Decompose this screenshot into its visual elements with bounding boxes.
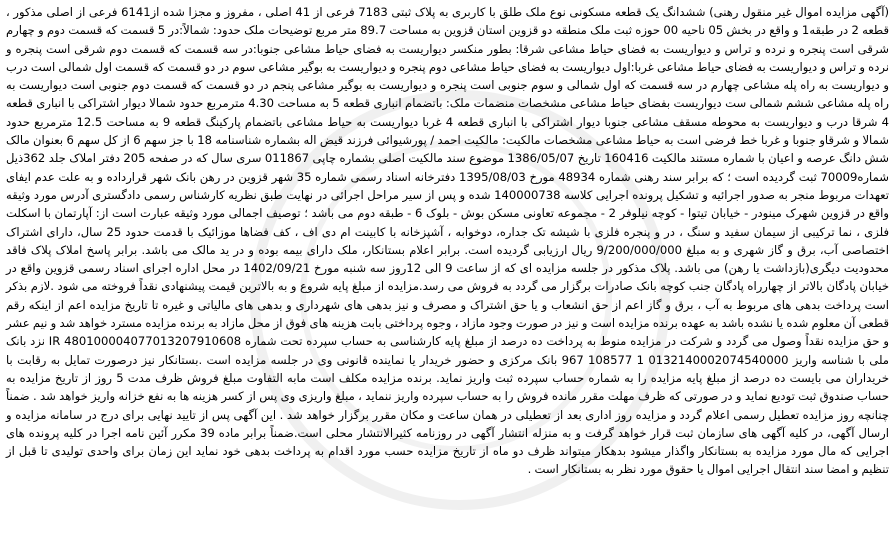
auction-notice-text: (آگهی مزایده اموال غیر منقول رهنی) ششدانگ یک قطعه مسکونی نوع ملک طلق با کاربری به پلاک ثبتی 7183 فرعی از 41 اصلی ، مفروز و مجزا شده از6141 فرعی از اصلی مذکور ، قطعه 2 در طبقه1 و واقع در بخش 05 ناحیه 00 حوزه ثبت ملک منطقه دو قزوین استان قزوین به مساحت 89.7 متر مربع توضیحات ملک حدود: شمالاً:در 5 قسمت که قسمت دوم و چهارم شرقی است پنجره و نرده و تراس و دیواریست به فضای حیاط مشاعی شرقا: بطور منکسر دیواریست به فضای حیاط مشاعی جنوبا:در سه قسمت که قسمت دوم شرقی است پنجره و نرده و تراس و دیواریست به فضای حیاط مشاعی غربا:اول دیواریست به فضای حیاط مشاعی دوم پنجره و دیواریست به بوگیر مشاعی سوم در دو قسمت که قسمت اول شمالی است درب و دیواریست به راه پله مشاعی چهارم در سه قسمت که اول شمالی و سوم جنوبی است پنجره و دیواریست به بوگیر مشاعی پنجم در دو قسمت که قسمت دوم جنوبی است دیواریست به راه پله مشاعی ششم شمالی ست دیواریست بفضای حیاط مشاعی مشخصات منضمات ملک: باتضمام انباری قطعه 5 به مساحت 4.30 مترمربع حدود شمالا دیوار اشتراکی با انباری قطعه 4 شرقا درب و دیواریست به محوطه مسقف مشاعی جنوبا دیوار اشتراکی با انباری قطعه 4 غربا دیواریست به حیاط مشاعی باتضمام پارکینگ قطعه 9 به مساحت 12.5 مترمربع حدود شمالا و شرقاو جنوبا و غربا خط فرضی است به حیاط مشاعی مشخصات مالکیت: مالکیت احمد / پورشیوائی فرزند قیض اله بشماره شناسنامه 18 با جز سهم 6 از کل سهم 6 بعنوان مالک شش دانگ عرصه و اعیان با شماره مستند مالکیت 160416 تاریخ 1386/05/07 موضوع سند مالکیت اصلی بشماره چاپی 011867 سری سال که در صفحه 205 دفتر املاک جلد 362ذیل شماره70009 ثبت گردیده است ؛ که برابر سند رهنی شماره 48934 مورخ 1395/08/03 دفترخانه اسناد رسمی شماره 35 شهر قزوین در رهن بانک شهر قرارداده و به علت عدم ایفای تعهدات مربوط منجر به صدور اجرائیه و تشکیل پرونده اجرایی کلاسه 140000738 شده و پس از سیر مراحل اجرائی در نهایت طبق نظریه کارشناس رسمی دادگستری آدرس مورد وثیقه واقع در قزوین شهرک مینودر - خیابان تیتوا - کوچه نیلوفر 2 - مجموعه تعاونی مسکن بوش - بلوک 6 - طبقه دوم می باشد ؛ توصیف اجمالی مورد وثیقه عبارت است از: آپارتمان با اسکلت فلزی ، نما ترکیبی از سیمان سفید و سنگ ، در و پنجره فلزی با شیشه تک جداره، دوخوابه ، آشپزخانه با کابینت ام دی اف ، کف فضاها موزائیک با قدمت حدود 25 سال، دارای اشتراک اختصاصی آب، برق و گاز شهری و به مبلغ 9/200/000/000 ریال ارزیابی گردیده است. برابر اعلام بستانکار، ملک دارای بیمه بوده و در ید مالک می باشد. برابر پاسخ املاک پلاک فاقد محدودیت دیگری(بازداشت یا رهن) می باشد. پلاک مذکور در جلسه مزایده ای که از ساعت 9 الی 12روز سه شنبه مورخ 1402/09/21 در محل اداره اجرای اسناد رسمی قزوین واقع در خیابان پادگان بالاتر از چهارراه پادگان جنب کوچه بانک صادرات برگزار می گردد به فروش می رسد.مزایده از مبلغ پایه شروع و به بالاترین قیمت پیشنهادی نقداً فروخته می شود .لازم بذکر است پرداخت بدهی های مربوط به آب ، برق و گاز اعم از حق انشعاب و یا حق اشتراک و مصرف و نیز بدهی های شهرداری و بدهی های مالیاتی و غیره تا تاریخ مزایده اعم از اینکه رقم قطعی آن معلوم شده یا نشده باشد به عهده برنده مزایده است و نیز در صورت وجود مازاد ، وجوه پرداختی بابت هزینه های فوق از محل مازاد به برنده مزایده مسترد خواهد شد و نیم عشر و حق مزایده نقداً وصول می گردد و شرکت در مزایده منوط به پرداخت ده درصد از مبلغ پایه کارشناسی به حساب سپرده تحت شماره IR 480100004077013207910608 نزد بانک ملی با شناسه واریز 0132140002074540000 1 108577 967 بانک مرکزی و حضور خریدار یا نماینده قانونی وی در جلسه مزایده است .بستانکار نیز درصورت تمایل به رقابت با خریداران می بایست ده درصد از مبلغ پایه مزایده را به شماره حساب سپرده ثبت واریز نماید. برنده مزایده مکلف است مابه التفاوت مبلغ فروش ظرف مدت 5 روز از تاریخ مزایده به حساب صندوق ثبت تودیع نماید و در صورتی که ظرف مهلت مقرر مانده فروش را به حساب سپرده واریز ننماید ، مبلغ واریزی وی پس از کسر هزینه ها به نفع خزانه واریز خواهد شد . ضمناً چنانچه روز مزایده تعطیل رسمی اعلام گردد و مزایده روز اداری بعد از تعطیلی در همان ساعت و مکان مقرر برگزار خواهد شد . این آگهی پس از تایید نهایی برای درج در سامانه مزایده و ارسال آگهی، در کلیه آگهی های سازمان ثبت قرار خواهد گرفت و به منزله انتشار آگهی در روزنامه کثیرالانتشار محلی است.ضمناً برابر ماده 39 مکرر آئین نامه اجرا در کلیه پرونده های اجرایی که مال مورد مزایده به بستانکار واگذار میشود بدهکار میتواند ظرف دو ماه از تاریخ مزایده حسب مورد اقدام به پرداخت بدهی خود نماید این زمان برای واحدی تولیدی تا قبل از تنظیم و امضا سند انتقال اجرایی اموال یا حقوق مورد نظر به بستانکار است . <box>6 5 890 477</box>
